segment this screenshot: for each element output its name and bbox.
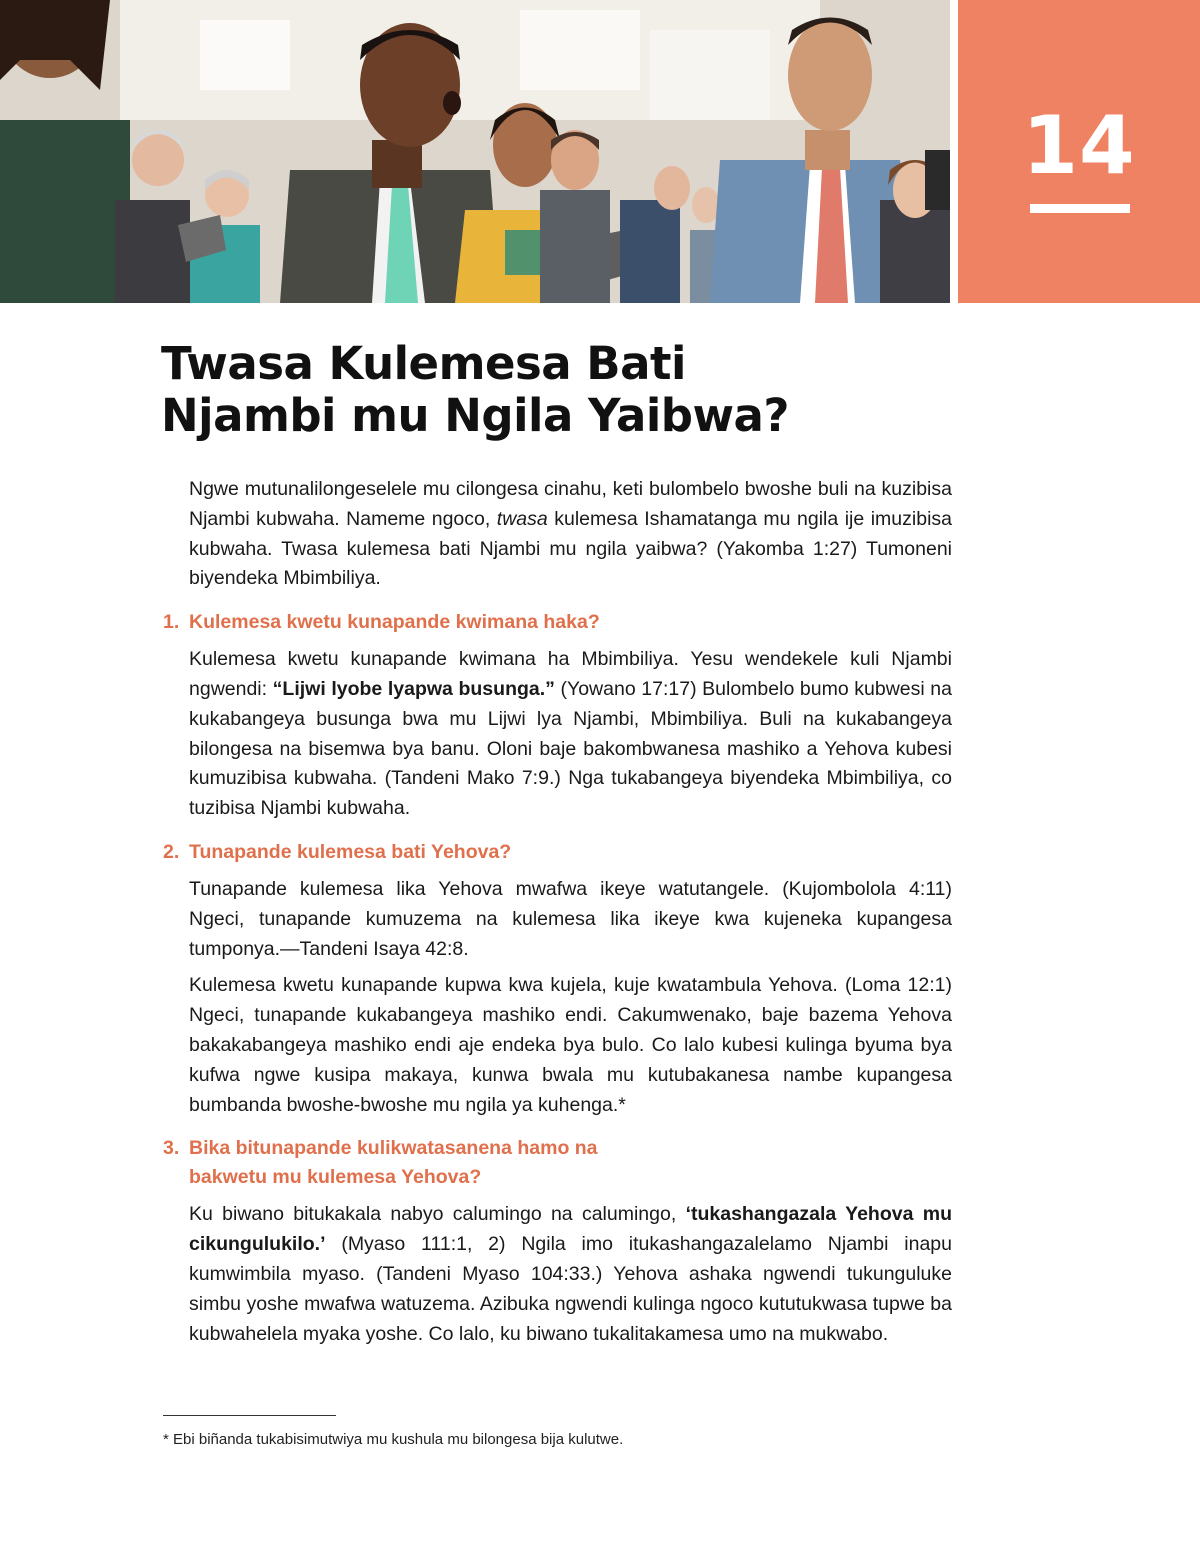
section-1-heading [163,608,952,637]
section-3-bold-quote: ‘tukashangazala Yehova mu cikungulukilo.’ [189,1203,952,1256]
section-1-question: Kulemesa kwetu kunapande kwimana haka? [189,611,600,634]
section-3-question-line-2: bakwetu mu kulemesa Yehova? [189,1166,482,1189]
chapter-badge [958,0,1200,303]
section-1-text-b: (Yowano 17:17) Bulombelo bumo kubwesi na kukabangeya busunga bwa mu Lijwi lya Njambi, Mbimbiliya. Buli na kukabangeya bilongesa na bisemwa bya banu. Oloni baje bakombwanesa mashiko a Yehova kubesi kumuzibisa kubwaha. (Tandeni Mako 7:9.) Nga tukabangeya biyendeka Mbimbiliya, co tuzibisa Njambi kubwaha. [189,677,952,820]
section-1-paragraph [189,645,952,824]
footnote: * Ebi biñanda tukabisimutwiya mu kushula mu bilongesa bija kulutwe. [163,1431,624,1448]
section-2-paragraph-2: Kulemesa kwetu kunapande kupwa kwa kujela, kuje kwatambula Yehova. (Loma 12:1) Ngeci, tunapande kukabangeya mashiko endi. Cakumwenako, baje bazema Yehova bakakabangeya mashiko endi aje endeka bya bulo. Co lalo kubesi kulinga byuma bya kufwa ngwe kusipa makaya, kunwa bwala mu kutubakanesa nambe kupangesa bumbanda bwoshe-bwoshe mu ngila ya kuhenga.* [189,974,952,1116]
section-3-text-b: (Myaso 111:1, 2) Ngila imo itukashangazalelamo Njambi inapu kumwimbila myaso. (Tandeni Myaso 104:33.) Yehova ashaka ngwendi tukunguluke simbu yoshe mwafwa watuzema. Azibuka ngwendi kulinga ngoco kututukwasa tupwe ba kubwahelela myaka yoshe. Co lalo, ku biwano tukalitakamesa umo na mukwabo. [189,1233,952,1345]
footnote-divider [163,1415,336,1416]
section-1-number: 1. [163,611,180,634]
chapter-number: 14 [1022,99,1136,192]
section-3-text-a: Ku biwano bitukakala nabyo calumingo na calumingo, [189,1203,686,1226]
intro-text-a: Ngwe mutunalilongeselele mu cilongesa cinahu, keti bulombelo bwoshe buli na kuzibisa Njambi kubwaha. Nameme ngoco, [189,478,952,530]
hero-photo [0,0,950,303]
section-2-paragraph-1: Tunapande kulemesa lika Yehova mwafwa ikeye watutangele. (Kujombolola 4:11) Ngeci, tunapande kumuzema na kulemesa lika ikeye kwa kujeneka kupangesa tumponya.—Tandeni Isaya 42:8. [189,877,952,960]
section-3-question-line-1: Bika bitunapande kulikwatasanena hamo na [189,1137,598,1160]
intro-italic-word: twasa [496,507,548,530]
section-1-text-a: Kulemesa kwetu kunapande kwimana ha Mbimbiliya. Yesu wendekele kuli Njambi ngwendi: [189,648,952,700]
section-2-question: Tunapande kulemesa bati Yehova? [189,840,512,863]
section-3-number: 3. [163,1137,180,1160]
section-2-heading [163,838,952,867]
chapter-underline [1030,204,1130,213]
congregation-singing-illustration [0,0,950,303]
section-3-heading [163,1134,952,1192]
section-2-number: 2. [163,840,180,863]
title-line-2: Njambi mu Ngila Yaibwa? [161,389,789,442]
page-title [161,338,961,442]
lesson-body [163,475,952,1356]
title-line-1: Twasa Kulemesa Bati [161,337,686,390]
section-3-question [189,1134,952,1192]
section-3-paragraph [189,1200,952,1349]
intro-text-b: kulemesa Ishamatanga mu ngila ije imuzibisa kubwaha. Twasa kulemesa bati Njambi mu ngila yaibwa? (Yakomba 1:27) Tumoneni biyendeka Mbimbiliya. [189,507,952,590]
intro-paragraph [189,475,952,594]
section-1-bold-quote: “Lijwi lyobe lyapwa busunga.” [272,677,555,700]
